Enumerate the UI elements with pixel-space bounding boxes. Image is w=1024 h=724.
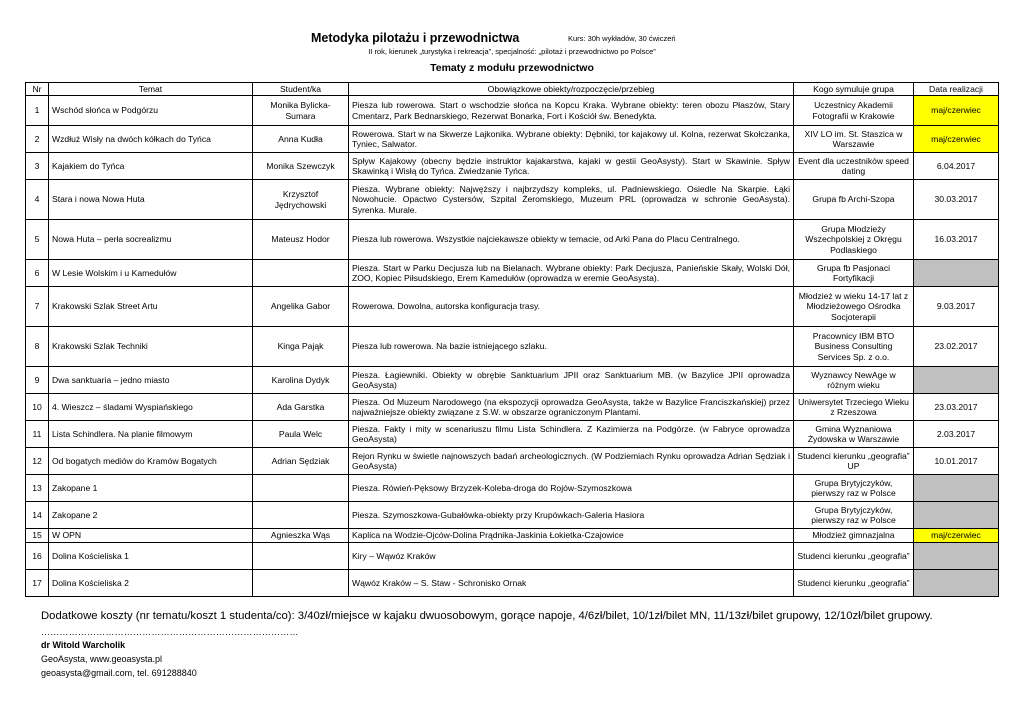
cell-topic: Stara i nowa Nowa Huta: [49, 180, 253, 220]
table-row: [26, 543, 999, 570]
cell-group: Studenci kierunku „geografia” UP: [794, 448, 914, 475]
cell-date: 6.04.2017: [914, 153, 999, 180]
table-row: [26, 367, 999, 394]
course-info: Kurs: 30h wykładów, 30 ćwiczeń: [568, 34, 676, 43]
cell-student: [253, 475, 349, 502]
cell-group: Grupa Młodzieży Wszechpolskiej z Okręgu Podlaskiego: [794, 220, 914, 260]
cell-date: 23.03.2017: [914, 394, 999, 421]
cell-student: Kinga Pająk: [253, 327, 349, 367]
cell-topic: Nowa Huta – perła socrealizmu: [49, 220, 253, 260]
cell-nr: 3: [26, 153, 49, 180]
table-row: [26, 180, 999, 220]
cell-description: Piesza lub rowerowa. Na bazie istniejącego szlaku.: [349, 327, 794, 367]
module-title: Tematy z modułu przewodnictwo: [430, 62, 594, 74]
author-name: dr Witold Warcholik: [41, 640, 126, 650]
cell-nr: 14: [26, 502, 49, 529]
cell-description: Piesza. Od Muzeum Narodowego (na ekspozycji oprowadza GeoAsysta, także w Bazylice Franciszkańskiej) przez najważniejsze obiekty związane z S.W. w obszarze ograniczonym Plantami.: [349, 394, 794, 421]
table-row: [26, 220, 999, 260]
cell-student: Karolina Dydyk: [253, 367, 349, 394]
cell-description: Rowerowa. Start w na Skwerze Lajkonika. Wybrane obiekty: Dębniki, tor kajakowy ul. Kolna, rezerwat Skołczanka, Tyniec, Salwator.: [349, 126, 794, 153]
cell-nr: 5: [26, 220, 49, 260]
column-header-student: Student/ka: [253, 83, 349, 96]
column-header-nr: Nr: [26, 83, 49, 96]
additional-costs: Dodatkowe koszty (nr tematu/koszt 1 studenta/co): 3/40zł/miejsce w kajaku dwuosobowym, gorące napoje, 4/6zł/bilet, 10/1zł/bilet MN, 11/13zł/bilet grupowy, 12/10zł/bilet grupowy.: [41, 610, 933, 622]
cell-topic: Lista Schindlera. Na planie filmowym: [49, 421, 253, 448]
table-row: [26, 96, 999, 126]
cell-student: Mateusz Hodor: [253, 220, 349, 260]
cell-nr: 1: [26, 96, 49, 126]
table-row: [26, 448, 999, 475]
cell-date: 2.03.2017: [914, 421, 999, 448]
table-row: [26, 153, 999, 180]
cell-group: Wyznawcy NewAge w różnym wieku: [794, 367, 914, 394]
table-row: [26, 502, 999, 529]
contact-info: geoasysta@gmail.com, tel. 691288840: [41, 668, 197, 678]
cell-date: [914, 502, 999, 529]
table-row: [26, 260, 999, 287]
topics-table: [25, 82, 999, 597]
cell-date: 9.03.2017: [914, 287, 999, 327]
cell-topic: Zakopane 2: [49, 502, 253, 529]
table-body: [26, 96, 999, 597]
cell-student: Agnieszka Wąs: [253, 529, 349, 543]
cell-topic: Zakopane 1: [49, 475, 253, 502]
cell-description: Piesza lub rowerowa. Start o wschodzie słońca na Kopcu Kraka. Wybrane obiekty: teren obozu Płaszów, Stary Cmentarz, Park Bednarskiego, Rezerwat Bonarka, Fort i Kościół św. Benedykta.: [349, 96, 794, 126]
table-row: [26, 327, 999, 367]
cell-group: XIV LO im. St. Staszica w Warszawie: [794, 126, 914, 153]
cell-topic: Dolina Kościeliska 2: [49, 570, 253, 597]
table-header-row: [26, 83, 999, 96]
cell-nr: 6: [26, 260, 49, 287]
cell-topic: Dwa sanktuaria – jedno miasto: [49, 367, 253, 394]
cell-group: Młodzież gimnazjalna: [794, 529, 914, 543]
cell-description: Piesza. Rówień-Pęksowy Brzyzek-Koleba-droga do Rojów-Szymoszkowa: [349, 475, 794, 502]
cell-group: Grupa Brytyjczyków, pierwszy raz w Polsce: [794, 502, 914, 529]
cell-nr: 8: [26, 327, 49, 367]
table-row: [26, 287, 999, 327]
cell-student: [253, 260, 349, 287]
cell-student: Angelika Gabor: [253, 287, 349, 327]
cell-description: Wąwóz Kraków – S. Staw - Schronisko Ornak: [349, 570, 794, 597]
cell-description: Piesza. Wybrane obiekty: Najwęższy i najbrzydszy kompleks, ul. Padniewskiego. Osiedle Na Skarpie. Łąki Nowohucie. Opactwo Cystersów, Szpital Żeromskiego, Muzeum PRL (oprowadza w schronie GeoAsysta). Syrenka. Murale.: [349, 180, 794, 220]
cell-group: Grupa fb Pasjonaci Fortyfikacji: [794, 260, 914, 287]
cell-group: Studenci kierunku „geografia”: [794, 570, 914, 597]
cell-nr: 7: [26, 287, 49, 327]
cell-date: [914, 367, 999, 394]
cell-group: Pracownicy IBM BTO Business Consulting Services Sp. z o.o.: [794, 327, 914, 367]
cell-date: [914, 475, 999, 502]
cell-nr: 13: [26, 475, 49, 502]
cell-nr: 11: [26, 421, 49, 448]
cell-group: Grupa Brytyjczyków, pierwszy raz w Polsce: [794, 475, 914, 502]
table-row: [26, 126, 999, 153]
cell-nr: 2: [26, 126, 49, 153]
cell-date: maj/czerwiec: [914, 529, 999, 543]
cell-description: Piesza. Fakty i mity w scenariuszu filmu Lista Schindlera. Z Kazimierza na Podgórze. (w Fabryce oprowadza GeoAsysta): [349, 421, 794, 448]
cell-nr: 9: [26, 367, 49, 394]
cell-topic: Od bogatych mediów do Kramów Bogatych: [49, 448, 253, 475]
cell-date: 16.03.2017: [914, 220, 999, 260]
cell-topic: W Lesie Wolskim i u Kamedułów: [49, 260, 253, 287]
cell-group: Gmina Wyznaniowa Żydowska w Warszawie: [794, 421, 914, 448]
cell-nr: 17: [26, 570, 49, 597]
cell-date: maj/czerwiec: [914, 96, 999, 126]
cell-topic: Wzdłuż Wisły na dwóch kółkach do Tyńca: [49, 126, 253, 153]
document-subtitle: II rok, kierunek „turystyka i rekreacja”, specjalność: „pilotaż i przewodnictwo po Polsce”: [368, 47, 656, 56]
cell-date: [914, 570, 999, 597]
cell-date: 23.02.2017: [914, 327, 999, 367]
cell-description: Piesza lub rowerowa. Wszystkie najciekawsze obiekty w temacie, od Arki Pana do Placu Centralnego.: [349, 220, 794, 260]
cell-description: Piesza. Łagiewniki. Obiekty w obrębie Sanktuarium JPII oraz Sanktuarium MB. (w Bazylice JPII oprowadza GeoAsysta): [349, 367, 794, 394]
cell-student: Monika Bylicka-Sumara: [253, 96, 349, 126]
cell-description: Rowerowa. Dowolna, autorska konfiguracja trasy.: [349, 287, 794, 327]
cell-date: maj/czerwiec: [914, 126, 999, 153]
table-row: [26, 529, 999, 543]
cell-date: [914, 260, 999, 287]
cell-description: Piesza. Szymoszkowa-Gubałówka-obiekty przy Krupówkach-Galeria Hasiora: [349, 502, 794, 529]
table-row: [26, 570, 999, 597]
cell-nr: 10: [26, 394, 49, 421]
column-header-date: Data realizacji: [914, 83, 999, 96]
cell-student: [253, 570, 349, 597]
cell-date: [914, 543, 999, 570]
cell-student: Monika Szewczyk: [253, 153, 349, 180]
cell-group: Młodzież w wieku 14-17 lat z Młodzieżowego Ośrodka Socjoterapii: [794, 287, 914, 327]
cell-student: [253, 543, 349, 570]
cell-topic: 4. Wieszcz – śladami Wyspiańskiego: [49, 394, 253, 421]
cell-nr: 16: [26, 543, 49, 570]
cell-topic: Wschód słońca w Podgórzu: [49, 96, 253, 126]
column-header-description: Obowiązkowe obiekty/rozpoczęcie/przebieg: [349, 83, 794, 96]
cell-topic: W OPN: [49, 529, 253, 543]
cell-student: Paula Welc: [253, 421, 349, 448]
header: [0, 31, 1024, 47]
cell-description: Spływ Kajakowy (obecny będzie instruktor kajakarstwa, kajaki w gestii GeoAsysty). Start w Skawinie. Spływ Skawinką i Wisłą do Tyńca. Zwiedzanie Tyńca.: [349, 153, 794, 180]
cell-date: 30.03.2017: [914, 180, 999, 220]
cell-student: Adrian Sędziak: [253, 448, 349, 475]
cell-group: Studenci kierunku „geografia”: [794, 543, 914, 570]
cell-group: Uniwersytet Trzeciego Wieku z Rzeszowa: [794, 394, 914, 421]
cell-student: Anna Kudła: [253, 126, 349, 153]
document-title: Metodyka pilotażu i przewodnictwa: [311, 31, 520, 45]
cell-group: Event dla uczestników speed dating: [794, 153, 914, 180]
column-header-topic: Temat: [49, 83, 253, 96]
cell-nr: 15: [26, 529, 49, 543]
column-header-group: Kogo symuluje grupa: [794, 83, 914, 96]
cell-group: Uczestnicy Akademii Fotografii w Krakowie: [794, 96, 914, 126]
cell-topic: Kajakiem do Tyńca: [49, 153, 253, 180]
cell-description: Kaplica na Wodzie-Ojców-Dolina Prądnika-Jaskinia Łokietka-Czajowice: [349, 529, 794, 543]
cell-student: Ada Garstka: [253, 394, 349, 421]
cell-description: Rejon Rynku w świetle najnowszych badań archeologicznych. (W Podziemiach Rynku oprowadza Adrian Sędziak i GeoAsysta): [349, 448, 794, 475]
cell-student: Krzysztof Jędrychowski: [253, 180, 349, 220]
cell-group: Grupa fb Archi-Szopa: [794, 180, 914, 220]
table-row: [26, 421, 999, 448]
cell-date: 10.01.2017: [914, 448, 999, 475]
company-info: GeoAsysta, www.geoasysta.pl: [41, 654, 163, 664]
cell-topic: Krakowski Szlak Techniki: [49, 327, 253, 367]
cell-nr: 12: [26, 448, 49, 475]
cell-nr: 4: [26, 180, 49, 220]
table-row: [26, 475, 999, 502]
signature-line: …………………………………………………………………………: [41, 627, 299, 637]
cell-topic: Krakowski Szlak Street Artu: [49, 287, 253, 327]
cell-description: Piesza. Start w Parku Decjusza lub na Bielanach. Wybrane obiekty: Park Decjusza, Panieńskie Skały, Wolski Dół, ZOO, Kopiec Piłsudskiego, Erem Kamedułów (oprowadza w eremie GeoAsysta).: [349, 260, 794, 287]
cell-student: [253, 502, 349, 529]
table-row: [26, 394, 999, 421]
cell-description: Kiry – Wąwóz Kraków: [349, 543, 794, 570]
cell-topic: Dolina Kościeliska 1: [49, 543, 253, 570]
